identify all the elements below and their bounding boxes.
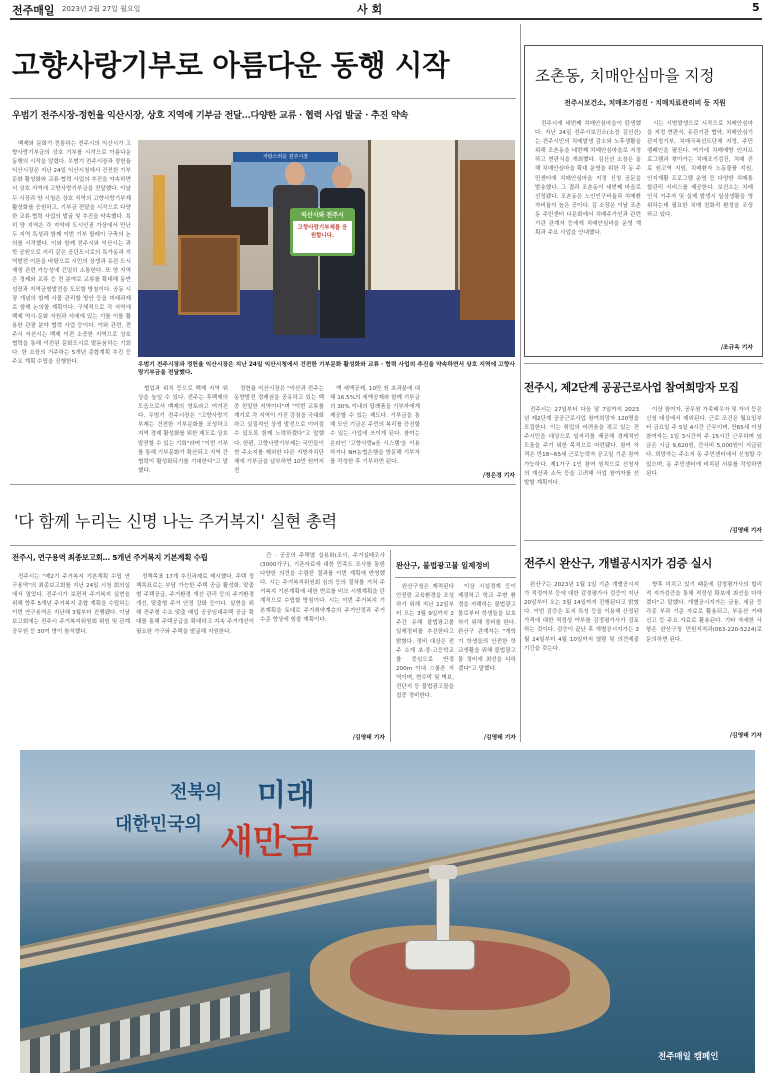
right-mid-headline: 전주시, 제2단계 공공근로사업 참여희망자 모집	[524, 381, 739, 394]
bottom-sub1-col1-text: 전주시는 "제2기 주거복지 기본계획 수립 연구용역"의 최종보고회를 지난 24일 시청 회의실에서 열었다. 전주시가 보편적 주거복지 실현을 위해 향후 5개년 주거복지 종합 계획을 수립하는 이번 연구용역은 지난해 3월부터 진행됐다. 이날 보고회에는 전주시 주거복지위원회 위원 및 관계 공무원 등 30여 명이 참석했다.	[12, 574, 130, 635]
lead-subhead: 우범기 전주시장-정헌율 익산시장, 상호 지역에 기부금 전달…다양한 교류 · 협력 사업 발굴 · 추진 약속	[12, 110, 409, 121]
photo-sign	[290, 208, 355, 256]
bottom-sub2-column-2	[458, 583, 516, 731]
ad-tower-top	[429, 865, 457, 879]
bottom-sub1-column-1	[12, 573, 130, 741]
right-bot-col1-text: 완산구는 2023년 1월 1일 기준 개별공시지가 적정여부 등에 대한 감정평가사 검증이 지난 20일부터 오는 3월 14일까지 진행된다고 밝혔다. 이번 검증은 토지 특성 등을 이용해 산정된 가격에 대한 적정성 여부를 감정평가사가 검토하는 것이다. 검증이 끝난 후 개별공시지가는 3월 24일부터 4월 10일까지 열람 및 의견제출 기간을 갖는다.	[524, 582, 639, 652]
photo-flag	[153, 175, 165, 265]
right-top-column-1	[535, 120, 641, 350]
column-divider	[520, 24, 521, 742]
ad-line-3: 미래	[257, 778, 315, 813]
right-top-subhead: 전주시보건소, 치매조기검진 · 치매치료관리비 등 지원	[564, 99, 726, 107]
right-top-col2-text: 시는 시범발생으로 시작으로 치매안심마을 지정 현판식, 유관기관 협약, 치매안심기관지정기부, 치매극복선도단체 지정, 주민 캠페인을 펼친다. 여기에 치매예방 인지프로그램과 찾아가는 치매조기검진, 치매 진료 원고역 지원, 치매환자 노동물품 지원, 인지재활 프로그램 운영 등 다양한 치매통합관리 서비스를 제공한다. 보건소는 치매인식 거주자 및 실제 발생시 일상생활을 영위하는데 필요한 치매 친화적 환경을 조성하고 있다.	[647, 121, 753, 218]
lead-column-3	[234, 385, 324, 478]
person-left-head	[285, 162, 305, 186]
photo-window	[368, 140, 458, 290]
ad-line-2: 대한민국의	[115, 814, 202, 835]
bottom-sub2-rule	[395, 577, 516, 578]
photo-sign-line1: 익산시와 전주시	[293, 211, 352, 221]
right-bot-rule	[524, 540, 763, 541]
lead-col3-text: 정헌율 익산시장은 "익산과 전주는 동향발전 경제권을 공유하고 있는 벡 중 친밀한 지역이다"며 "이번 교류를 계기로 각 지역이 가진 강점을 극대화하고 실질적인 상생 발전으로 이어질 수 있도록 함께 노력하겠다"고 말했다. 한편, 고향사랑기부제는 국민들이 현 주소지를 제외한 다른 지방자치단체에 기부금을 납부하면 10만 원까지 전	[234, 386, 324, 474]
bottom-sub-rule	[10, 545, 516, 546]
bottom-sub1-byline: /김영태 기자	[352, 735, 385, 741]
campaign-ad	[20, 750, 755, 1073]
lead-column-2	[138, 385, 228, 478]
photo-sign-line2: 고향사랑기부제를 응원합니다.	[297, 225, 348, 239]
bottom-sub2-title: 완산구, 불법광고물 일제정비	[396, 561, 490, 570]
paper-name: 전주매일	[12, 4, 55, 17]
bottom-sub2-col2-text: 이상 시설경계 등이 제정하고 학교 주변 환경을 저해하는 불법광고물로부터 학생들을 보호하기 위해 정비를 한다. 완산구 관계자는 "개학기 학생들의 안전한 학교생활을 위해 불법광고물 정비에 최선을 다하겠다"고 말했다.	[458, 584, 516, 672]
bottom-sub1-col3-text: 간 · 공공의 주택멸 실용화(조사, 주거실태조사(3000가구), 기존자료에 대한 민족도 조사를 통한 다양한 의견을 수렴한 결과를 이번 계획에 반영했다. 시는 주거복지위원회 심의 등의 절차를 거쳐 주거복지 기본계획에 대한 면로를 비모 시행계획을 단계적으로 수립할 방침이다. 시는 이번 주거복지 기본계획을 토대로 주거취약계층의 주거안정과 주거수준 향상에 힘쓸 계획이다.	[260, 553, 385, 623]
ad-line-4: 새만금	[220, 822, 319, 862]
ad-line-1: 전북의	[170, 782, 223, 803]
bottom-rule	[10, 484, 516, 485]
right-top-byline: /조규옥 기자	[720, 345, 753, 351]
bottom-sub2-column-1	[396, 583, 454, 741]
right-mid-column-1	[524, 406, 639, 534]
photo-banner-bar: 자랑스러운 전주시장	[233, 152, 338, 162]
bottom-sub2-col1-text: 완산구청은 제적된다 안전한 교육환경을 조성하기 위해 지난 22일부터 오는 3월 9일까지 2주간 유해 불법광고물 일제정비를 추진한다고 밝혔다. 정비 대상은 전주 소재 초·중·고등학교를 중심으로 반경 200m 이내 스쿨존 지역이며, 현수막 및 벽보, 전단지 등 불법광고물을 집중 정비한다.	[396, 584, 454, 700]
lead-headline: 고향사랑기부로 아름다운 동행 시작	[12, 49, 450, 82]
right-mid-rule	[524, 363, 763, 364]
right-top-box	[524, 45, 763, 357]
bottom-sub1-title: 전주시, 연구용역 최종보고회… 5개년 주거복지 기본계획 수립	[12, 553, 208, 562]
bottom-sub1-col2-text: 정책목표 17개 추진과제로 제시했다. 주택 정책목표로는 부담 가능한 주택 공급 활성화, 맞춤형 주택공급, 주거환경 개선 관리 등의 주거환경개선, 맞춤형 주거 안정 강화 등이다. 실현을 위해 전주형 수요 맞춤 매입 공공임대주택 공급 확대를 통해 주택공급을 확대하고 지속 주거개선이 필요한 가구와 주택을 발굴해 지원한다.	[136, 574, 254, 635]
bottom-sub1-column-2	[136, 573, 254, 741]
section-name: 사 회	[357, 3, 383, 16]
right-mid-col2-text: 이상 참여자, 공무원 가족배우자 및 자녀 등은 신청 대상에서 제외된다. 근로 조건은 월요일부터 금요일 주 5일 4시간 근무이며, 만65세 이상 참여자는 1일 3시간씩 주 15시간 근무하며 임금은 시급 9,620원, 간식비 5,000원이 지급된다. 희망자는 주소지 동 주민센터에서 신청할 수 있으며, 동 주민센터에 비치된 서류를 작성하면 된다.	[646, 407, 762, 477]
photo-caption: 우범기 전주시장과 정헌율 익산시장은 지난 24일 익산시청에서 건전한 기부문화 활성화와 교류 · 협력 사업의 추진을 약속하면서 상호 지역에 고향사랑기부금을 전달했다.	[138, 362, 515, 376]
lead-column-1	[12, 140, 131, 478]
lead-col1-text: 백제와 문화가 전통하는 전주시의 익산시가 고향사랑기부금의 상호 기부를 시작으로 아름다운 동행의 시작을 알렸다. 우범기 전주시장과 정헌율 익산시장은 지난 24일 익산시청에서 건전한 기부문화 활성화와 교류·협력 사업의 추진을 약속하면서 상호 지역에 고향사랑기부금을 전달했다. 이날 두 시장과 양 시청은 상호 지역의 고향사랑기부제 활성화를 응원하고, 기부금 전달을 시작으로 다양한 교류·협력 사업의 발굴 및 추진을 약속했다. 특히 양 지역은 각 지역에 도시인권 가상에서 만난 두 지역 특성과 함께 이번 기부 릴레이 구축의 논의를 시작했다. 이와 함께 전주시와 익산시는 과학 공원으로 지리 같은 공단도시로의 특가동과 지역발전 이론을 바탕으로 시민의 상생과 유관 도시재생 관련 가능성에 긴밀히 소통한다. 또 양 지역은 경제와 교류 등 전 분야로 교류를 확대해 동반성장과 지역균형발전을 도모할 방침이다. 공동 시장 개념의 함께 사물 관리할 방안 등을 미래과제로 함께 논의할 계획이다. 구체적으로 각 지역에 백제 역사·문화 자원과 서예에 있는 기를 이를 활용한 관광 분야 협력 사업 등이다. 이와 관련, 전주시 익산시는 백제 이전 소중한 지역으로 상호 협력을 통해 이전된 문화도시로 발돋움하는 기회다. 한 소장의 거주하는 5개년 종합계획 추진 등 주요 계획 수립을 진행한다.	[12, 141, 131, 366]
right-bot-headline: 전주시 완산구, 개별공시지가 검증 실시	[524, 556, 712, 570]
right-mid-byline: /김영태 기자	[729, 528, 762, 534]
issue-date: 2023년 2월 27일 월요일	[62, 5, 141, 13]
masthead	[12, 0, 762, 18]
photo-door	[460, 160, 515, 320]
lead-photo	[138, 140, 515, 357]
lead-col4-text: 액 세액공제, 10만 원 초과분에 대해 16.5%의 세액공제와 함께 기부금의 30% 이내의 답례품을 기부자에게 제공할 수 있는 제도다. 기부금을 통해 모인 기금은 주민의 복리를 증진할 수 있는 사업에 쓰이게 된다. 참여는 온라인 '고향사랑e음 시스템'을 이용하거나 NH농협은행을 방문해 기부자를 작성한 후 기부하면 된다.	[330, 386, 420, 465]
right-bot-byline: /김영태 기자	[729, 733, 762, 739]
right-top-column-2	[647, 120, 753, 342]
right-top-col1-text: 전주시에 네번째 치매안심마을이 탄생했다. 지난 24일 전주시보건소(소장 김신선)는 전주시민의 치매발생 감소와 노후생활을 위해 조촌동을 네번째 치매안심마을로 지정하고 현판식을 개최했다. 김신선 소장은 올해 치매안심마을 확대 운영을 위한 각 동 주민센터에 치매안심마을 지정 신청 공문을 발송했다. 그 결과 조촌동이 네번째 마을로 선정됐다. 조촌동은 노인인구비율과 치매환자비율이 높은 곳이다. 김 소장은 이날 조촌동 주민센터 다문화에서 치매주가인과 관련 기관 관계자 등에게 치매안심마을 운영 계획과 주요 사업을 안내했다.	[535, 121, 641, 237]
masthead-rule	[10, 18, 762, 20]
photo-chair-left	[178, 235, 240, 315]
ad-building	[405, 940, 475, 970]
right-bot-column-1	[524, 581, 639, 741]
ad-footer: 전주매일 캠페인	[658, 1052, 719, 1062]
right-mid-col1-text: 전주시는 27일부터 다음 달 7일까지 2023년 제2단계 공공근로사업 참여희망자 120명을 모집한다. 이는 취업의 어려움을 겪고 있는 전주시민을 대상으로 일자리를 제공해 경제적인 도움을 주기 위한 목적으로 마련됐다. 참여 자격은 만18~65세 근로능력자 공고일 기준 참여 가능하다. 제1가구 1인 참여 원칙으로 신청자의 재산과 소득 등을 고려해 사업 참여자를 선발할 계획이다.	[524, 407, 639, 486]
page-number: 5	[752, 1, 760, 14]
bottom-headline: '다 함께 누리는 신명 나는 주거복지' 실현 총력	[14, 512, 337, 531]
right-bot-col2-text: 향후 미치고 있기 때문에 감정평가사의 합리적 지가검증을 통해 적정성 확보에 최선을 다하겠다"고 말했다. 개별공시지가는 금융, 세금 등 각종 부과 기준 자료로 활용되고, 부동산 거래 신고 등 주요 자료로 활용된다. 기타 자세한 사항은 완산구청 민원지적과(063-220-5224)로 문의하면 된다.	[646, 582, 762, 643]
right-bot-column-2	[646, 581, 762, 731]
lead-byline: /정은경 기자	[482, 473, 515, 479]
bottom-divider	[390, 550, 391, 742]
lead-rule	[10, 98, 516, 99]
right-top-headline: 조촌동, 치매안심마을 지정	[535, 67, 715, 85]
bottom-sub2-byline: /김영태 기자	[483, 735, 516, 741]
lead-col2-text: 협업과 위치 등으로 백제 지역 위상을 높일 수 있다. 전주는 후백제의 도읍으로서 백제의 영토라고 여겨진다. 우범기 전주시장은 "고향사랑기부제는 건전한 기부문화를 조성하고 지역 경제 활성화를 위한 제도로 상호 발전할 수 있는 기회"라며 "이번 기부를 통해 기부문화가 확산되고 지역 간 협력이 활성화되기를 기대한다"고 말했다.	[138, 386, 228, 474]
lead-column-4	[330, 385, 420, 478]
bottom-sub1-column-3	[260, 552, 385, 732]
person-right-head	[332, 165, 352, 189]
right-mid-column-2	[646, 406, 762, 526]
